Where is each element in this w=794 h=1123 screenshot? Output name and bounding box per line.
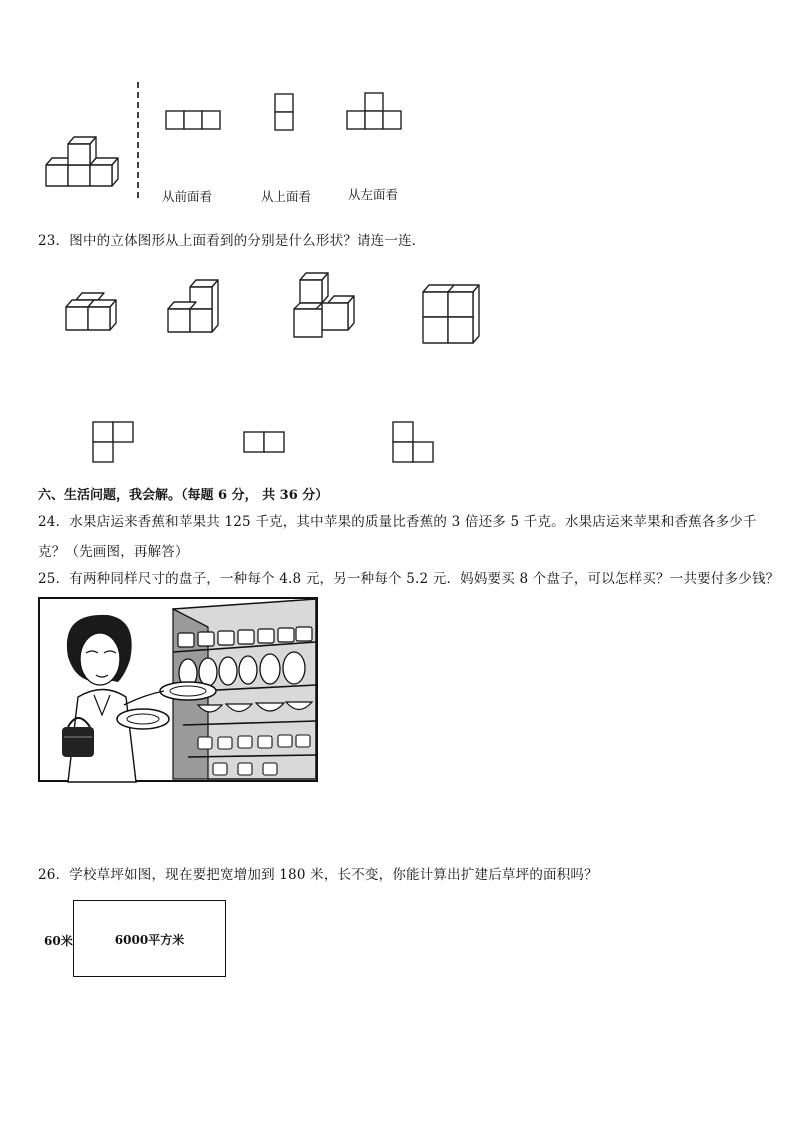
lawn-width-label: 60米	[44, 934, 73, 948]
solid-figure-2	[164, 275, 230, 339]
top-view-shape	[274, 93, 296, 133]
section-6-title: 六、生活问题，我会解。（每题 6 分， 共 36 分）	[38, 488, 329, 503]
cube-bottom-right	[90, 158, 118, 186]
lawn-area-label: 6000平方米	[114, 933, 185, 947]
cube-top	[68, 137, 96, 165]
top-view-label: 从上面看	[261, 189, 312, 204]
front-view-label: 从前面看	[162, 189, 213, 204]
solid-figure-4	[420, 282, 484, 346]
question-23-text: 23．图中的立体图形从上面看到的分别是什么形状？请连一连．	[38, 233, 426, 249]
question-24-line-2: 克？（先画图，再解答）	[38, 544, 189, 560]
question-26-text: 26．学校草坪如图，现在要把宽增加到 180 米，长不变，你能计算出扩建后草坪的面积吗？	[38, 867, 598, 883]
top-view-option-3	[392, 421, 438, 467]
left-view-label: 从左面看	[348, 187, 399, 202]
front-view-shape	[165, 110, 223, 132]
solid-figure-3	[290, 268, 360, 342]
dashed-divider	[136, 82, 140, 200]
question-25-text: 25．有两种同样尺寸的盘子，一种每个 4.8 元，另一种每个 5.2 元．妈妈要买 8 个盘子，可以怎样买？一共要付多少钱？	[38, 571, 780, 587]
lawn-rectangle	[73, 900, 226, 977]
top-view-option-1	[92, 421, 138, 467]
solid-figure-1	[62, 290, 128, 336]
cube-bottom-mid	[68, 165, 90, 186]
cube-stack-figure	[40, 125, 130, 190]
top-view-option-2	[243, 431, 289, 457]
left-view-shape	[346, 92, 404, 132]
plate-shopping-illustration	[38, 597, 319, 783]
question-24-line-1: 24．水果店运来香蕉和苹果共 125 千克，其中苹果的质量比香蕉的 3 倍还多 5 千克。水果店运来苹果和香蕉各多少千	[38, 514, 757, 530]
